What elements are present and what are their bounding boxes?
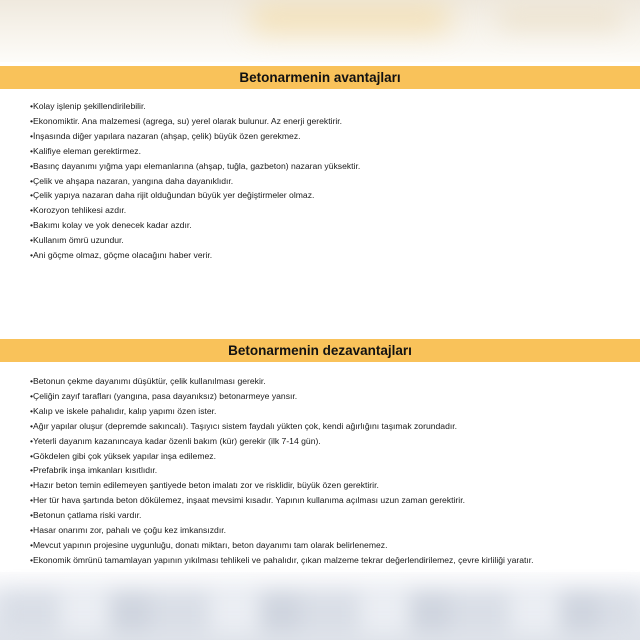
list-item: • İnşasında diğer yapılara nazaran (ahşap, çelik) büyük özen gerekmez.	[30, 129, 360, 144]
list-item: • Yeterli dayanım kazanıncaya kadar özenli bakım (kür) gerekir (ilk 7-14 gün).	[30, 434, 534, 449]
list-item: • Ağır yapılar oluşur (depremde sakıncalı). Taşıyıcı sistem faydalı yükten çok, kendi ağırlığını taşımak zorundadır.	[30, 419, 534, 434]
list-item: • Ekonomiktir. Ana malzemesi (agrega, su) yerel olarak bulunur. Az enerji gerektirir.	[30, 114, 360, 129]
advantages-list	[30, 99, 360, 263]
list-item: • Gökdelen gibi çok yüksek yapılar inşa edilemez.	[30, 449, 534, 464]
list-item: • Kalıp ve iskele pahalıdır, kalıp yapımı özen ister.	[30, 404, 534, 419]
disadvantages-list	[30, 374, 534, 568]
list-item: • Çelik yapıya nazaran daha rijit olduğundan büyük yer değiştirmeler olmaz.	[30, 188, 360, 203]
list-item: • Mevcut yapının projesine uygunluğu, donatı miktarı, beton dayanımı tam olarak belirlenemez.	[30, 538, 534, 553]
list-item: • Betonun çekme dayanımı düşüktür, çelik kullanılması gerekir.	[30, 374, 534, 389]
list-item: • Kolay işlenip şekillendirilebilir.	[30, 99, 360, 114]
list-item: • Kullanım ömrü uzundur.	[30, 233, 360, 248]
list-item: • Ani göçme olmaz, göçme olacağını haber verir.	[30, 248, 360, 263]
list-item: • Çelik ve ahşapa nazaran, yangına daha dayanıklıdır.	[30, 174, 360, 189]
list-item: • Korozyon tehlikesi azdır.	[30, 203, 360, 218]
list-item: • Kalifiye eleman gerektirmez.	[30, 144, 360, 159]
list-item: • Hasar onarımı zor, pahalı ve çoğu kez imkansızdır.	[30, 523, 534, 538]
list-item: • Prefabrik inşa imkanları kısıtlıdır.	[30, 463, 534, 478]
list-item: • Ekonomik ömrünü tamamlayan yapının yıkılması tehlikeli ve pahalıdır, çıkan malzeme tekrar değerlendirilemez, çevre kirliliği yaratır.	[30, 553, 534, 568]
disadvantages-heading: Betonarmenin dezavantajları	[0, 339, 640, 362]
list-item: • Her tür hava şartında beton dökülemez, inşaat mevsimi kısadır. Yapının kullanıma açılması uzun zaman gerektirir.	[30, 493, 534, 508]
list-item: • Hazır beton temin edilemeyen şantiyede beton imalatı zor ve risklidir, büyük özen gerektirir.	[30, 478, 534, 493]
list-item: • Betonun çatlama riski vardır.	[30, 508, 534, 523]
blurred-background-bottom	[0, 572, 640, 640]
list-item: • Bakımı kolay ve yok denecek kadar azdır.	[30, 218, 360, 233]
list-item: • Basınç dayanımı yığma yapı elemanlarına (ahşap, tuğla, gazbeton) nazaran yüksektir.	[30, 159, 360, 174]
blurred-background-top	[0, 0, 640, 62]
list-item: • Çeliğin zayıf tarafları (yangına, pasa dayanıksız) betonarmeye yansır.	[30, 389, 534, 404]
advantages-heading: Betonarmenin avantajları	[0, 66, 640, 89]
